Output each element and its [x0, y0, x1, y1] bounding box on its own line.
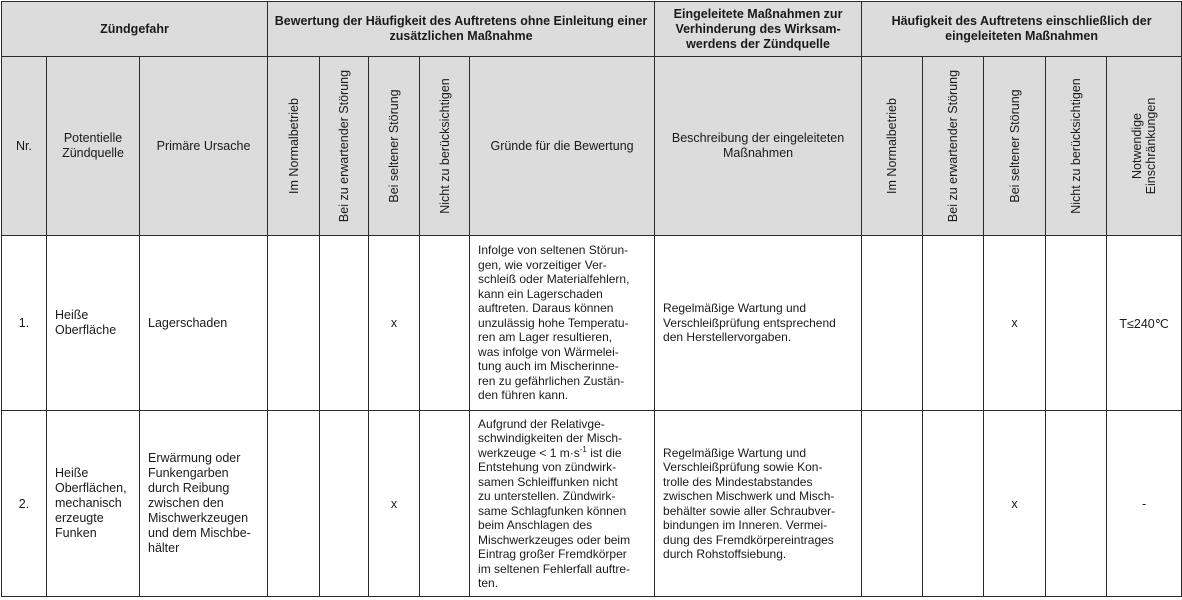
row-erwartend-2 [923, 411, 984, 597]
column-header-row [2, 57, 1182, 236]
gruende-superscript: -1 [579, 444, 587, 454]
col-header-nr: Nr. [2, 57, 47, 236]
gruende-line: Aufgrund der Relativge- [478, 416, 605, 431]
massnahmen-line: dung des Fremdkörpereintrages [663, 532, 834, 547]
ursache-line: hälter [148, 541, 180, 555]
ursache-line: Erwärmung oder [148, 451, 241, 465]
row-normal [268, 236, 320, 411]
col-header-primaere-ursache: Primäre Ursache [140, 57, 268, 236]
col-header-gruende: Gründe für die Bewertung [470, 57, 655, 236]
massnahmen-line: den Herstellervorgaben. [663, 330, 792, 345]
row-normal-2 [862, 236, 923, 411]
gruende-line: kann ein Lagerschaden [478, 286, 603, 301]
row-nr: 2. [2, 411, 47, 597]
ursache-line: Funkengarben [148, 466, 229, 480]
group-header-row [2, 2, 1182, 57]
row-einschraenkung: T≤240℃ [1107, 236, 1182, 411]
row-selten-2: x [984, 236, 1046, 411]
gruende-line: samen Schleiffunken nicht [478, 474, 618, 489]
col-header-erwartende-stoerung-2 [923, 57, 984, 236]
massnahmen-line: Verschleißprüfung entsprechend [663, 315, 836, 330]
group-header-zuendgefahr: Zündgefahr [2, 2, 268, 57]
table-row [2, 236, 1182, 411]
row-massnahmen [655, 411, 862, 597]
massnahmen-line: Regelmäßige Wartung und [663, 445, 807, 460]
group-header-massnahmen-line: Eingeleitete Maßnahmen zur [673, 6, 843, 21]
row-ursache: Lagerschaden [140, 236, 268, 411]
gruende-line: unzulässig hohe Temperatu- [478, 315, 629, 330]
row-nicht-2 [1046, 236, 1107, 411]
row-selten-2: x [984, 411, 1046, 597]
row-selten: x [369, 411, 420, 597]
col-header-normalbetrieb-2-label: Im Normalbetrieb [885, 98, 900, 194]
massnahmen-line: trolle des Mindestabstandes [663, 474, 813, 489]
gruende-line: schwindigkeiten der Misch- [478, 431, 623, 445]
massnahmen-line: bindungen im Inneren. Vermei- [663, 518, 828, 532]
col-header-seltene-stoerung [369, 57, 420, 236]
massnahmen-line: durch Rohstoffsiebung. [663, 547, 787, 561]
row-gruende [470, 411, 655, 597]
row-zuendquelle [47, 411, 140, 597]
col-header-notwendige-einschraenkungen-label [1130, 98, 1158, 195]
row-massnahmen [655, 236, 862, 411]
ursache-line: Mischwerkzeugen [148, 511, 249, 525]
row-einschraenkung: - [1107, 411, 1182, 597]
col-header-erwartende-stoerung [320, 57, 369, 236]
row-nicht-2 [1046, 411, 1107, 597]
row-selten: x [369, 236, 420, 411]
gruende-line: ten. [478, 576, 499, 590]
gruende-line: ren am Lager resultieren, [478, 330, 613, 345]
gruende-line: Mischwerkzeuges oder beim [478, 532, 631, 547]
col-header-seltene-stoerung-2 [984, 57, 1046, 236]
group-header-bewertung: Bewertung der Häufigkeit des Auftretens ohne Einleitung einer zusätzlichen Maßnahme [268, 2, 655, 57]
zuendquelle-line: Heiße [55, 466, 89, 480]
col-header-seltene-stoerung-label: Bei seltener Störung [387, 89, 402, 203]
group-header-massnahmen-line: Verhinderung des Wirksam- [675, 21, 841, 36]
gruende-line: auftreten. Daraus können [478, 301, 614, 316]
group-header-massnahmen-line: werdens der Zündquelle [686, 36, 830, 51]
table-row [2, 411, 1182, 597]
gruende-line: im seltenen Fehlerfall auftre- [478, 561, 631, 576]
massnahmen-line: Regelmäßige Wartung und [663, 301, 807, 316]
ursache-line: und dem Mischbe- [148, 526, 251, 540]
gruende-line: ren zu gefährlichen Zustän- [478, 373, 625, 388]
zuendquelle-line: mechanisch [55, 496, 122, 510]
col-header-nicht-beruecksichtigen-2 [1046, 57, 1107, 236]
gruende-line [478, 446, 650, 461]
row-nr: 1. [2, 236, 47, 411]
gruende-text: werkzeuge < 1 m·s [478, 445, 580, 460]
group-header-haeufigkeit: Häufigkeit des Auftretens einschließlich der eingeleiteten Maßnahmen [862, 2, 1182, 57]
gruende-line: schleiß oder Materialfehlern, [478, 272, 630, 287]
col-header-nicht-beruecksichtigen-label: Nicht zu berücksichtigen [437, 78, 452, 214]
gruende-line: beim Anschlagen des [478, 518, 593, 532]
ignition-risk-table [1, 1, 1182, 597]
col-header-erwartende-stoerung-2-label: Bei zu erwartender Störung [946, 69, 961, 223]
gruende-line: was infolge von Wärmelei- [478, 344, 619, 359]
row-erwartend [320, 411, 369, 597]
col-header-notwendige-einschraenkungen [1107, 57, 1182, 236]
notwendige-text: Notwendige [1130, 112, 1145, 180]
col-header-seltene-stoerung-2-label: Bei seltener Störung [1007, 89, 1022, 203]
row-erwartend-2 [923, 236, 984, 411]
einschraenkungen-text: Einschränkungen [1144, 97, 1159, 195]
gruende-line: Eintrag großer Fremdkörper [478, 547, 627, 561]
row-nicht [420, 411, 470, 597]
row-erwartend [320, 236, 369, 411]
gruende-line: zu unterstellen. Zündwirk- [478, 489, 616, 503]
row-normal-2 [862, 411, 923, 597]
row-normal [268, 411, 320, 597]
row-zuendquelle: Heiße Oberfläche [47, 236, 140, 411]
gruende-line: same Schlagfunken können [478, 503, 627, 518]
gruende-line: Entstehung von zündwirk- [478, 460, 617, 474]
zuendquelle-line: erzeugte [55, 511, 104, 525]
row-gruende [470, 236, 655, 411]
col-header-erwartende-stoerung-label: Bei zu erwartender Störung [337, 69, 352, 223]
gruende-line: gen, wie vorzeitiger Ver- [478, 257, 607, 272]
col-header-normalbetrieb [268, 57, 320, 236]
gruende-text: ist die [586, 445, 622, 460]
zuendquelle-line: Oberflächen, [55, 481, 127, 495]
massnahmen-line: zwischen Mischwerk und Misch- [663, 489, 835, 503]
col-header-nicht-beruecksichtigen-2-label: Nicht zu berücksichtigen [1069, 78, 1084, 214]
zuendquelle-line: Funken [55, 526, 97, 540]
ursache-line: zwischen den [148, 496, 224, 510]
group-header-massnahmen [655, 2, 862, 57]
gruende-line: tung auch im Mischerinne- [478, 359, 619, 374]
col-header-normalbetrieb-label: Im Normalbetrieb [286, 98, 301, 194]
col-header-normalbetrieb-2 [862, 57, 923, 236]
massnahmen-line: behälter sowie aller Schraubver- [663, 503, 836, 518]
col-header-nicht-beruecksichtigen [420, 57, 470, 236]
massnahmen-line: Verschleißprüfung sowie Kon- [663, 460, 823, 474]
row-ursache [140, 411, 268, 597]
ursache-line: durch Reibung [148, 481, 230, 495]
gruende-line: Infolge von seltenen Störun- [478, 243, 629, 258]
gruende-line: den führen kann. [478, 388, 569, 403]
col-header-potentielle-zuendquelle: Potentielle Zündquelle [47, 57, 140, 236]
col-header-beschreibung: Beschreibung der eingeleiteten Maßnahmen [655, 57, 862, 236]
row-nicht [420, 236, 470, 411]
